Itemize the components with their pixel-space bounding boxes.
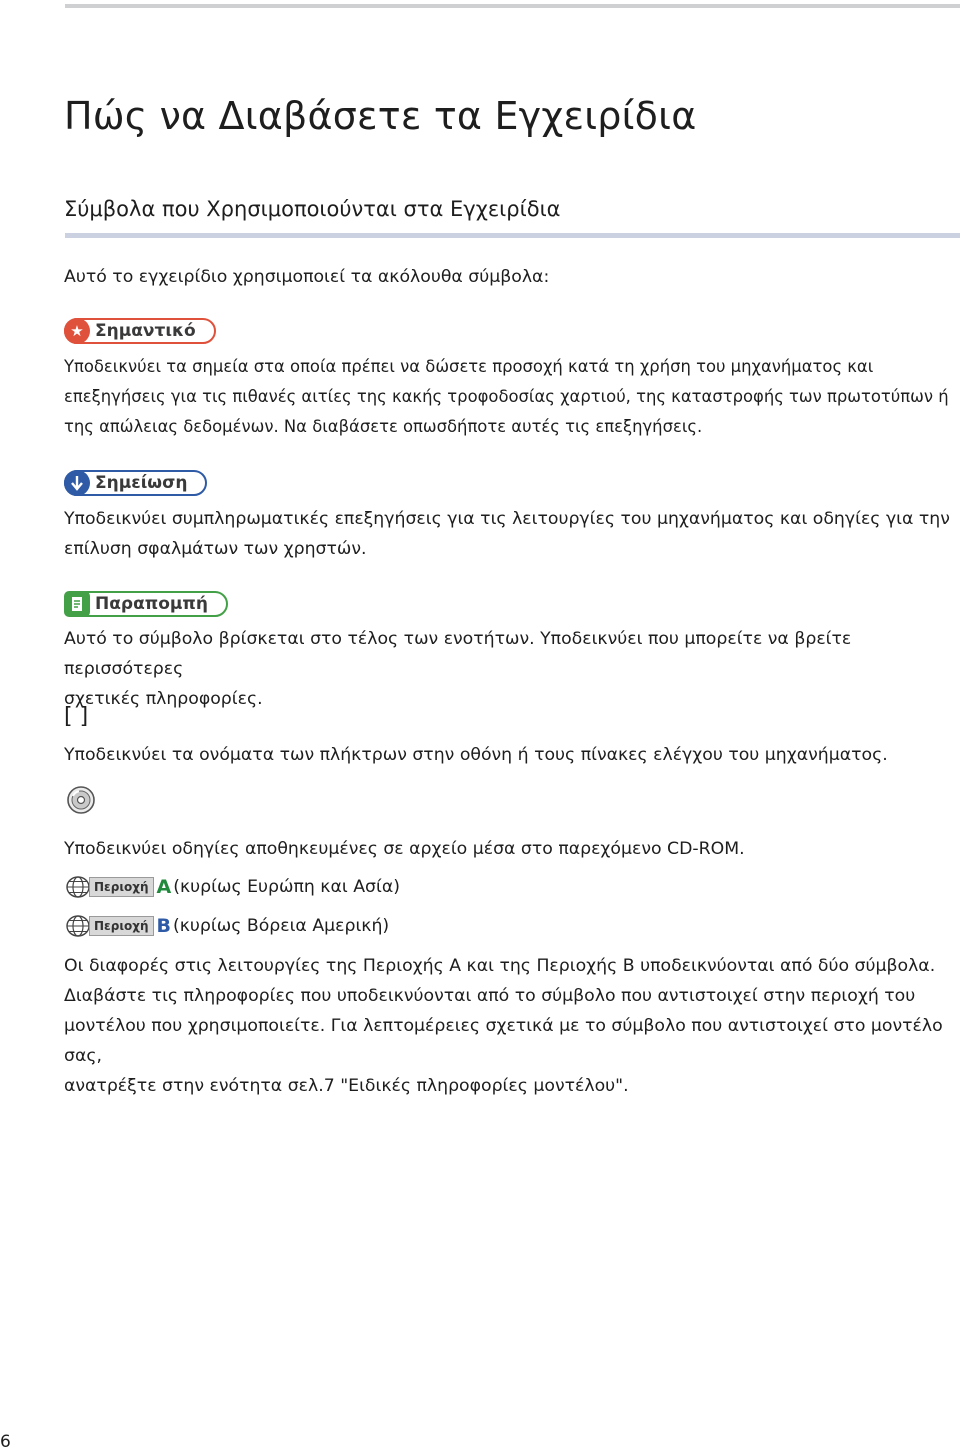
reference-line: σχετικές πληροφορίες. — [64, 689, 263, 709]
region-explanation-line: Οι διαφορές στις λειτουργίες της Περιοχής A και της Περιοχής B υποδεικνύονται από δύο σύμβολα. — [64, 956, 936, 976]
page-title: Πώς να Διαβάσετε τα Εγχειρίδια — [64, 94, 697, 138]
page-number: 6 — [0, 1432, 11, 1452]
region-explanation-line: Διαβάστε τις πληροφορίες που υποδεικνύονται από το σύμβολο που αντιστοιχεί στην περιοχή του — [64, 986, 916, 1006]
region-explanation — [64, 951, 960, 1101]
important-line: της απώλειας δεδομένων. Να διαβάσετε οπωσδήποτε αυτές τις επεξηγήσεις. — [64, 417, 703, 436]
reference-badge — [64, 591, 228, 617]
brackets-symbol: [ ] — [64, 704, 89, 729]
important-line: επεξηγήσεις για τις πιθανές αιτίες της κακής τροφοδοσίας χαρτιού, της καταστροφής των πρωτοτύπων ή — [64, 387, 949, 406]
note-line: επίλυση σφαλμάτων των χρηστών. — [64, 539, 367, 559]
reference-description — [64, 624, 960, 714]
region-b-row — [66, 915, 389, 937]
globe-icon — [66, 915, 90, 937]
important-badge — [64, 318, 216, 344]
star-icon: ★ — [64, 318, 90, 344]
section-rule — [65, 233, 960, 238]
region-letter-b: B — [156, 915, 171, 937]
globe-icon — [66, 876, 90, 898]
note-badge — [64, 470, 207, 496]
region-tag: Περιοχή — [89, 916, 154, 936]
region-a-description: (κυρίως Ευρώπη και Ασία) — [173, 877, 400, 897]
top-rule — [65, 4, 960, 8]
region-tag: Περιοχή — [89, 877, 154, 897]
brackets-description: Υποδεικνύει τα ονόματα των πλήκτρων στην οθόνη ή τους πίνακες ελέγχου του μηχανήματος. — [64, 745, 888, 765]
region-letter-a: A — [156, 876, 172, 898]
intro-text: Αυτό το εγχειρίδιο χρησιμοποιεί τα ακόλουθα σύμβολα: — [64, 267, 550, 287]
document-icon — [64, 591, 90, 617]
important-description — [64, 352, 949, 442]
note-description — [64, 504, 950, 564]
important-label: Σημαντικό — [95, 321, 196, 341]
region-explanation-line: μοντέλου που χρησιμοποιείτε. Για λεπτομέρειες σχετικά με το σύμβολο που αντιστοιχεί στο μοντέλο σας, — [64, 1016, 943, 1066]
region-explanation-line: ανατρέξτε στην ενότητα σελ.7 "Ειδικές πληροφορίες μοντέλου". — [64, 1076, 629, 1096]
arrow-down-icon — [64, 470, 90, 496]
cd-rom-icon — [67, 786, 95, 814]
cd-rom-description: Υποδεικνύει οδηγίες αποθηκευμένες σε αρχείο μέσα στο παρεχόμενο CD-ROM. — [64, 839, 745, 859]
region-a-row — [66, 876, 400, 898]
region-b-description: (κυρίως Βόρεια Αμερική) — [173, 916, 390, 936]
important-line: Υποδεικνύει τα σημεία στα οποία πρέπει να δώσετε προσοχή κατά τη χρήση του μηχανήματος και — [64, 357, 874, 376]
note-line: Υποδεικνύει συμπληρωματικές επεξηγήσεις για τις λειτουργίες του μηχανήματος και οδηγίες για την — [64, 509, 950, 529]
note-label: Σημείωση — [95, 473, 188, 493]
section-title: Σύμβολα που Χρησιμοποιούνται στα Εγχειρίδια — [64, 197, 561, 221]
reference-line: Αυτό το σύμβολο βρίσκεται στο τέλος των ενοτήτων. Υποδεικνύει που μπορείτε να βρείτε περισσότερες — [64, 629, 852, 679]
reference-label: Παραπομπή — [95, 594, 208, 614]
